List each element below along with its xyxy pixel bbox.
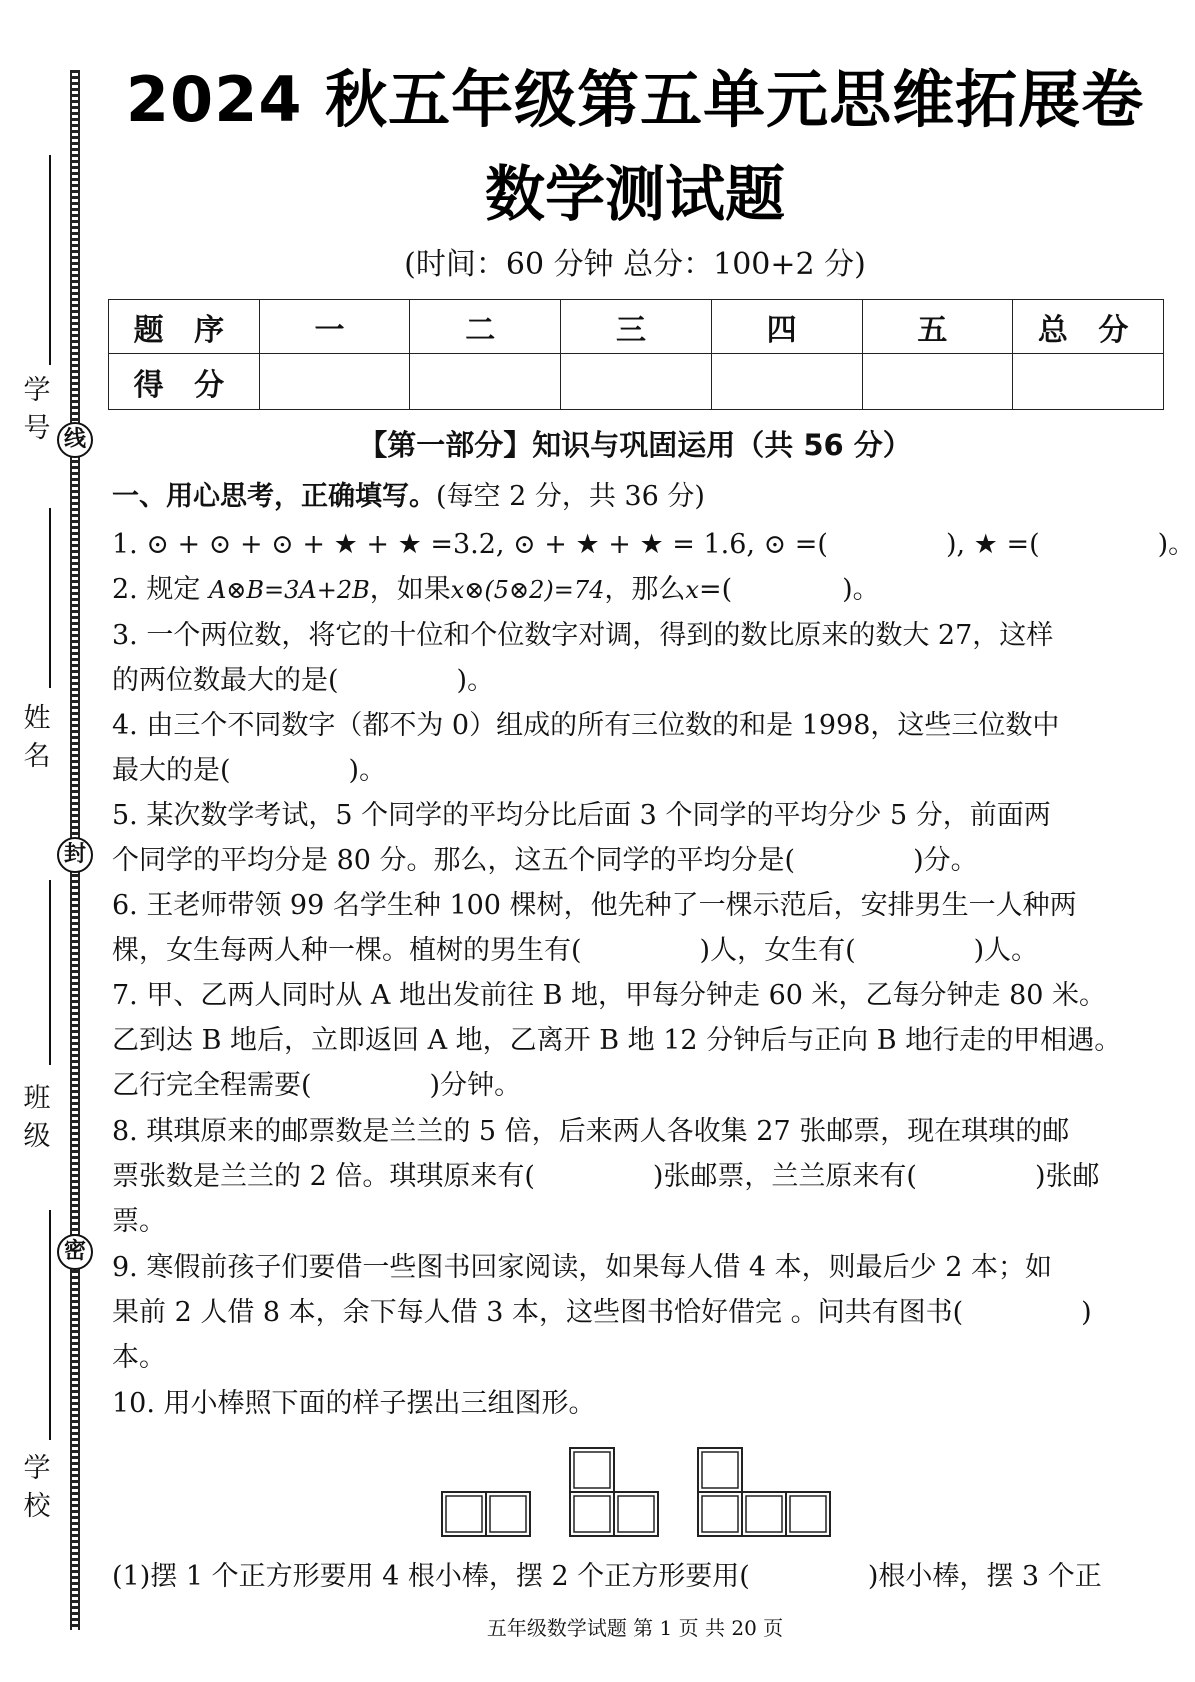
side-label-char: 学 — [23, 375, 51, 406]
question-6 — [112, 883, 1152, 973]
score-header-cell: 一 — [259, 300, 410, 354]
seal-mark-mi: 密 — [57, 1234, 93, 1270]
figure-group-3 — [698, 1448, 830, 1536]
q4-text: )。 — [348, 755, 387, 786]
q5-text: 个同学的平均分是 80 分。那么，这五个同学的平均分是( — [112, 845, 796, 876]
side-label-class — [22, 1080, 52, 1156]
score-cell[interactable] — [410, 354, 561, 410]
q2-text: ，那么 — [604, 574, 686, 605]
score-table-header-row — [109, 300, 1164, 354]
score-header-cell: 四 — [711, 300, 862, 354]
q3-text: 3. 一个两位数，将它的十位和个位数字对调，得到的数比原来的数大 27，这样 — [112, 620, 1054, 651]
q9-text: 9. 寒假前孩子们要借一些图书回家阅读，如果每人借 4 本，则最后少 2 本；如 — [112, 1252, 1053, 1283]
section-title: 【第一部分】知识与巩固运用（共 56 分） — [358, 428, 912, 462]
side-line-school — [49, 1210, 51, 1440]
question-3 — [112, 613, 1152, 703]
side-label-char: 名 — [23, 741, 51, 772]
side-label-char: 级 — [23, 1121, 51, 1152]
page-footer: 五年级数学试题 第 1 页 共 20 页 — [486, 1616, 784, 1640]
score-cell[interactable] — [1013, 354, 1164, 410]
figure-group-2 — [570, 1448, 658, 1536]
side-line-name — [49, 508, 51, 688]
q1-text: ), ★ =( — [945, 529, 1040, 560]
side-label-char: 校 — [23, 1491, 51, 1522]
question-4 — [112, 703, 1152, 793]
score-cell[interactable] — [862, 354, 1013, 410]
question-2 — [112, 567, 1152, 613]
q2-text: 2. 规定 — [112, 574, 201, 605]
part-heading-bold: 一、用心思考，正确填写。 — [112, 481, 436, 512]
q1-text: 1. ⊙ + ⊙ + ⊙ + ★ + ★ =3.2, ⊙ + ★ + ★ = 1.6, ⊙ =( — [112, 529, 828, 560]
q8-text: 8. 琪琪原来的邮票数是兰兰的 5 倍，后来两人各收集 27 张邮票，现在琪琪的邮 — [112, 1116, 1070, 1147]
q9-text: ) — [1081, 1297, 1092, 1328]
q7-text: )分钟。 — [429, 1070, 522, 1101]
side-label-char: 学 — [23, 1453, 51, 1484]
side-label-char: 号 — [23, 413, 51, 444]
q8-text: 票张数是兰兰的 2 倍。琪琪原来有( — [112, 1161, 535, 1192]
exam-info: (时间：60 分钟 总分：100+2 分) — [404, 247, 866, 282]
q3-text: )。 — [456, 665, 495, 696]
score-cell[interactable] — [711, 354, 862, 410]
q6-text: 6. 王老师带领 99 名学生种 100 棵树，他先种了一棵示范后，安排男生一人种两 — [112, 890, 1077, 921]
matchstick-figures — [440, 1440, 860, 1542]
q6-text: )人，女生有( — [699, 935, 856, 966]
q4-text: 最大的是( — [112, 755, 231, 786]
q9-text: 果前 2 人借 8 本，余下每人借 3 本，这些图书恰好借完 。问共有图书( — [112, 1297, 964, 1328]
side-line-student-id — [49, 155, 51, 365]
q10-sub-text: )根小棒，摆 3 个正 — [867, 1561, 1102, 1592]
part-heading — [112, 478, 705, 516]
q9-text: 本。 — [112, 1342, 166, 1373]
question-5 — [112, 793, 1152, 883]
q8-text: )张邮 — [1034, 1161, 1100, 1192]
score-header-cell: 总 分 — [1013, 300, 1164, 354]
q7-text: 乙行完全程需要( — [112, 1070, 312, 1101]
question-10-part-1 — [112, 1554, 1152, 1599]
score-row-label: 得 分 — [109, 354, 260, 410]
score-cell[interactable] — [259, 354, 410, 410]
page-subtitle-main: 数学测试题 — [485, 160, 785, 230]
q10-text: 10. 用小棒照下面的样子摆出三组图形。 — [112, 1388, 596, 1419]
q6-text: 棵，女生每两人种一棵。植树的男生有( — [112, 935, 582, 966]
q1-text: )。 — [1157, 529, 1195, 560]
side-label-school — [22, 1450, 52, 1526]
score-header-cell: 三 — [561, 300, 712, 354]
question-1 — [112, 522, 1195, 567]
q2-variable: x — [685, 576, 699, 604]
score-header-cell: 五 — [862, 300, 1013, 354]
q8-text: 票。 — [112, 1206, 166, 1237]
question-9 — [112, 1245, 1152, 1380]
q5-text: 5. 某次数学考试，5 个同学的平均分比后面 3 个同学的平均分少 5 分，前面两 — [112, 800, 1051, 831]
q6-text: )人。 — [973, 935, 1039, 966]
side-label-name — [22, 700, 52, 776]
q2-text: ，如果 — [369, 574, 451, 605]
score-table-score-row — [109, 354, 1164, 410]
q3-text: 的两位数最大的是( — [112, 665, 339, 696]
q2-formula: A⊗B=3A+2B — [208, 576, 370, 604]
side-label-student-id — [22, 372, 52, 448]
seal-mark-xian: 线 — [57, 422, 93, 458]
q7-text: 乙到达 B 地后，立即返回 A 地，乙离开 B 地 12 分钟后与正向 B 地行走的甲相遇。 — [112, 1025, 1122, 1056]
side-line-class — [49, 880, 51, 1065]
side-label-char: 姓 — [23, 703, 51, 734]
q4-text: 4. 由三个不同数字（都不为 0）组成的所有三位数的和是 1998，这些三位数中 — [112, 710, 1060, 741]
question-7 — [112, 973, 1152, 1108]
q8-text: )张邮票，兰兰原来有( — [652, 1161, 917, 1192]
q2-text: )。 — [842, 574, 880, 605]
score-header-cell: 题 序 — [109, 300, 260, 354]
score-cell[interactable] — [561, 354, 712, 410]
page-title: 2024 秋五年级第五单元思维拓展卷 — [125, 63, 1145, 136]
q7-text: 7. 甲、乙两人同时从 A 地出发前往 B 地，甲每分钟走 60 米，乙每分钟走 80 米。 — [112, 980, 1107, 1011]
seal-mark-feng: 封 — [57, 837, 93, 873]
part-heading-note: (每空 2 分，共 36 分) — [436, 481, 705, 512]
question-10 — [112, 1381, 1152, 1426]
q5-text: )分。 — [913, 845, 978, 876]
score-table — [108, 299, 1164, 410]
q10-sub-text: (1)摆 1 个正方形要用 4 根小棒，摆 2 个正方形要用( — [112, 1561, 750, 1592]
figure-group-1 — [442, 1492, 530, 1536]
score-header-cell: 二 — [410, 300, 561, 354]
side-label-char: 班 — [23, 1083, 51, 1114]
question-8 — [112, 1109, 1152, 1244]
q2-text: =( — [698, 574, 733, 605]
q2-formula: x⊗(5⊗2)=74 — [450, 576, 605, 604]
